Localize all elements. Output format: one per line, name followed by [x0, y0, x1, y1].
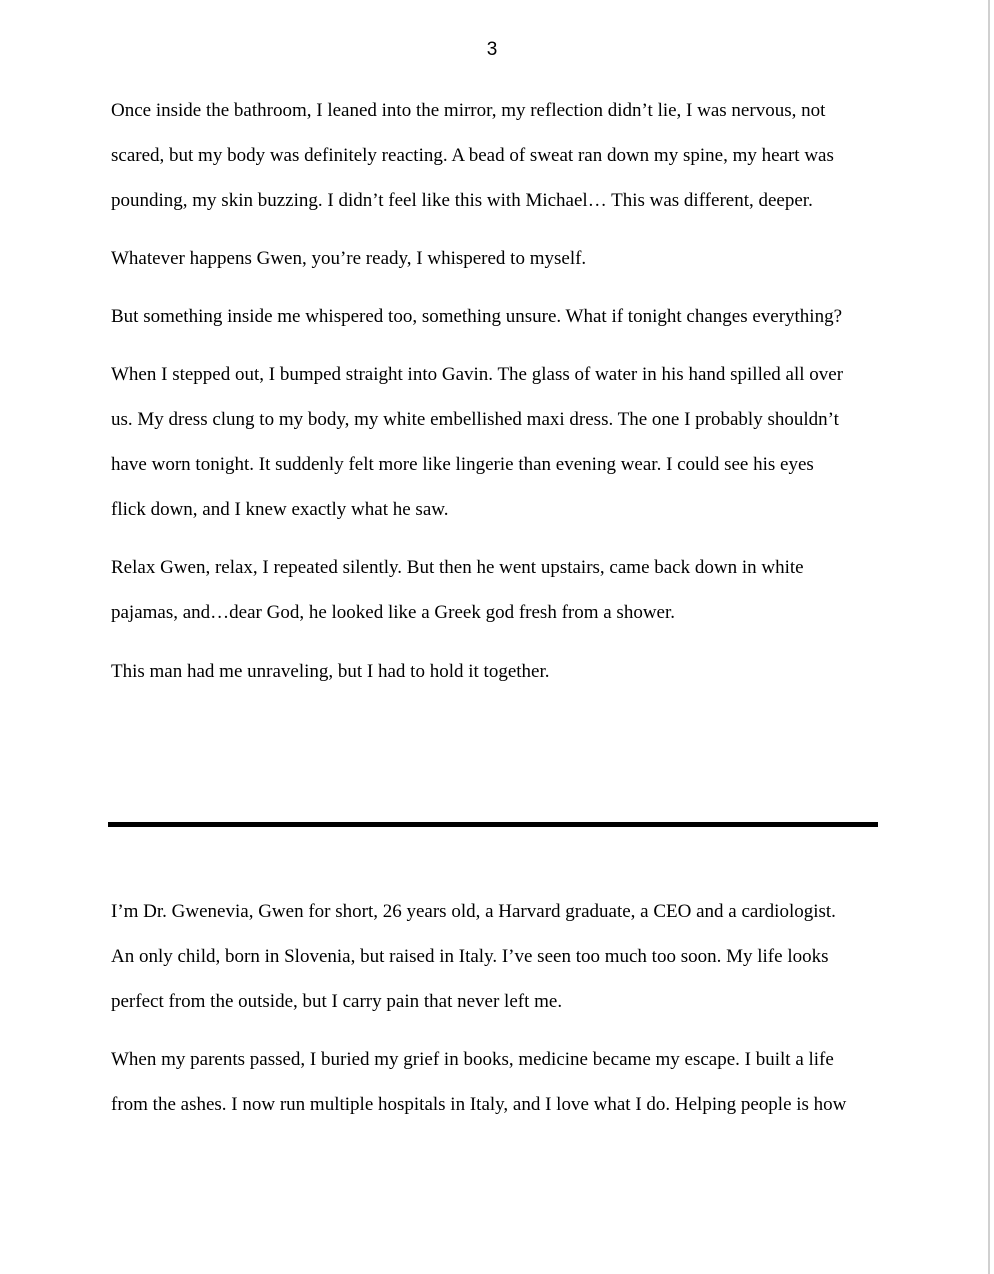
- text-line: I’m Dr. Gwenevia, Gwen for short, 26 years old, a Harvard graduate, a CEO and a cardiologist.: [111, 901, 836, 922]
- paragraph-whisper: [111, 236, 881, 281]
- text-line: When my parents passed, I buried my grief in books, medicine became my escape. I built a life: [111, 1049, 834, 1070]
- page-edge: [988, 0, 990, 1274]
- paragraph-parents: [111, 1037, 881, 1127]
- page-number: 3: [486, 39, 498, 60]
- text-line: flick down, and I knew exactly what he saw.: [111, 499, 449, 520]
- text-line: scared, but my body was definitely reacting. A bead of sweat ran down my spine, my heart was: [111, 145, 834, 166]
- text-line: An only child, born in Slovenia, but raised in Italy. I’ve seen too much too soon. My life looks: [111, 946, 829, 967]
- paragraph-introduction: [111, 889, 881, 1024]
- text-line: This man had me unraveling, but I had to hold it together.: [111, 661, 550, 682]
- text-line: Relax Gwen, relax, I repeated silently. But then he went upstairs, came back down in white: [111, 557, 804, 578]
- text-line: from the ashes. I now run multiple hospitals in Italy, and I love what I do. Helping people is how: [111, 1094, 847, 1115]
- text-line: But something inside me whispered too, something unsure. What if tonight changes everything?: [111, 306, 843, 327]
- text-line: have worn tonight. It suddenly felt more like lingerie than evening wear. I could see his eyes: [111, 454, 814, 475]
- text-line: When I stepped out, I bumped straight into Gavin. The glass of water in his hand spilled all over: [111, 364, 844, 385]
- text-line: Whatever happens Gwen, you’re ready, I whispered to myself.: [111, 248, 587, 269]
- section-divider: [108, 822, 878, 827]
- paragraph-bathroom: [111, 88, 881, 223]
- text-line: pajamas, and…dear God, he looked like a Greek god fresh from a shower.: [111, 602, 676, 623]
- paragraph-relax: [111, 545, 881, 635]
- paragraph-unsure: [111, 294, 881, 339]
- paragraph-stepped-out: [111, 352, 881, 532]
- text-line: pounding, my skin buzzing. I didn’t feel like this with Michael… This was different, deeper.: [111, 190, 813, 211]
- text-line: Once inside the bathroom, I leaned into the mirror, my reflection didn’t lie, I was nervous, not: [111, 100, 826, 121]
- text-line: us. My dress clung to my body, my white embellished maxi dress. The one I probably shouldn’t: [111, 409, 839, 430]
- text-line: perfect from the outside, but I carry pain that never left me.: [111, 991, 563, 1012]
- paragraph-unraveling: [111, 649, 881, 694]
